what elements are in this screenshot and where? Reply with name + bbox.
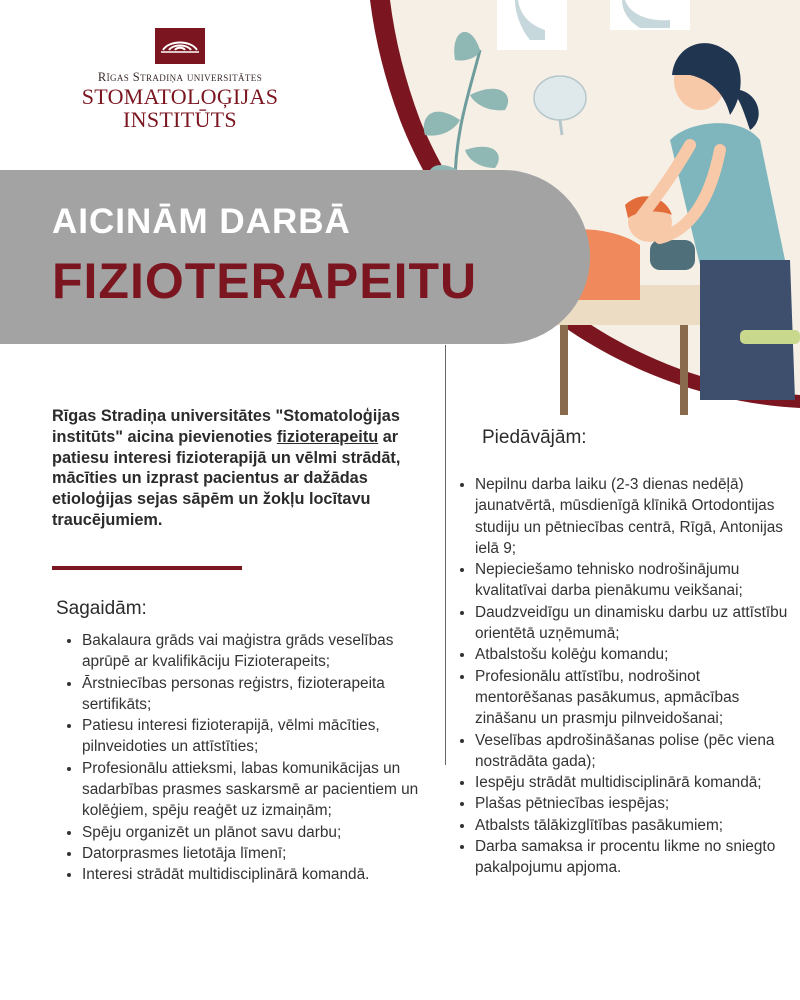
list-item: • Atbalsts tālākizglītības pasākumiem; (475, 815, 800, 836)
intro-paragraph (52, 406, 422, 531)
list-item: • Nepieciešamo tehnisko nodrošinājumu kvalitatīvai darba pienākumu veikšanai; (475, 559, 800, 602)
list-item: • Iespēju strādāt multidisciplinārā komandā; (475, 772, 800, 793)
logo-institute-name-line2: INSTITŪTS (123, 107, 237, 132)
banner-title: FIZIOTERAPEITU (52, 253, 478, 309)
list-item: • Bakalaura grāds vai maģistra grāds veselības aprūpē ar kvalifikāciju Fizioterapeits; (82, 630, 432, 673)
list-item: • Datorprasmes lietotāja līmenī; (82, 843, 432, 864)
list-item: • Daudzveidīgu un dinamisku darbu uz attīstību orientētā uzņēmumā; (475, 602, 800, 645)
list-item: • Plašas pētniecības iespējas; (475, 793, 800, 814)
list-item: • Patiesu interesi fizioterapijā, vēlmi mācīties, pilnveidoties un attīstīties; (82, 715, 432, 758)
requirements-list (62, 630, 432, 886)
column-divider (445, 345, 446, 765)
institute-logo (70, 28, 290, 131)
list-item: • Profesionālu attieksmi, labas komunikācijas un sadarbības prasmes saskarsmē ar pacientiem un kolēģiem, spēju reaģēt uz izmaiņām; (82, 758, 432, 822)
offer-list (455, 474, 800, 879)
list-item: • Ārstniecības personas reģistrs, fizioterapeita sertifikāts; (82, 673, 432, 716)
list-item: • Darba samaksa ir procentu likme no sniegto pakalpojumu apjoma. (475, 836, 800, 879)
institute-emblem-icon (155, 28, 205, 64)
list-item: • Nepilnu darba laiku (2-3 dienas nedēļā) jaunatvērtā, mūsdienīgā klīnikā Ortodontijas studiju un pētniecības centrā, Rīgā, Antonijas ielā 9; (475, 474, 800, 559)
accent-divider (52, 566, 242, 570)
list-item: • Veselības apdrošināšanas polise (pēc viena nostrādāta gada); (475, 730, 800, 773)
list-item: • Interesi strādāt multidisciplinārā komandā. (82, 864, 432, 885)
requirements-heading: Sagaidām: (56, 598, 147, 619)
intro-text-start: Rīgas Stradiņa universitātes "Stomatoloģijas institūts" aicina pievienoties (52, 407, 400, 446)
list-item: • Spēju organizēt un plānot savu darbu; (82, 822, 432, 843)
list-item: • Atbalstošu kolēģu komandu; (475, 644, 800, 665)
offer-heading: Piedāvājām: (482, 427, 587, 448)
logo-university-name: Rīgas Stradiņa universitātes (97, 70, 263, 84)
intro-position-link: fizioterapeitu (276, 427, 379, 446)
intro-text-end: ar patiesu interesi fizioterapijā un vēlmi strādāt, mācīties un izprast pacientus ar dažādas etioloģijas sejas sāpēm un žokļu locītavu traucējumiem. (52, 427, 401, 529)
banner-subtitle: AICINĀM DARBĀ (52, 202, 351, 241)
logo-institute-name-line1: STOMATOLOĢIJAS (81, 84, 279, 109)
list-item: • Profesionālu attīstību, nodrošinot mentorēšanas pasākumus, apmācības zināšanu un prasmju pilnveidošanai; (475, 666, 800, 730)
